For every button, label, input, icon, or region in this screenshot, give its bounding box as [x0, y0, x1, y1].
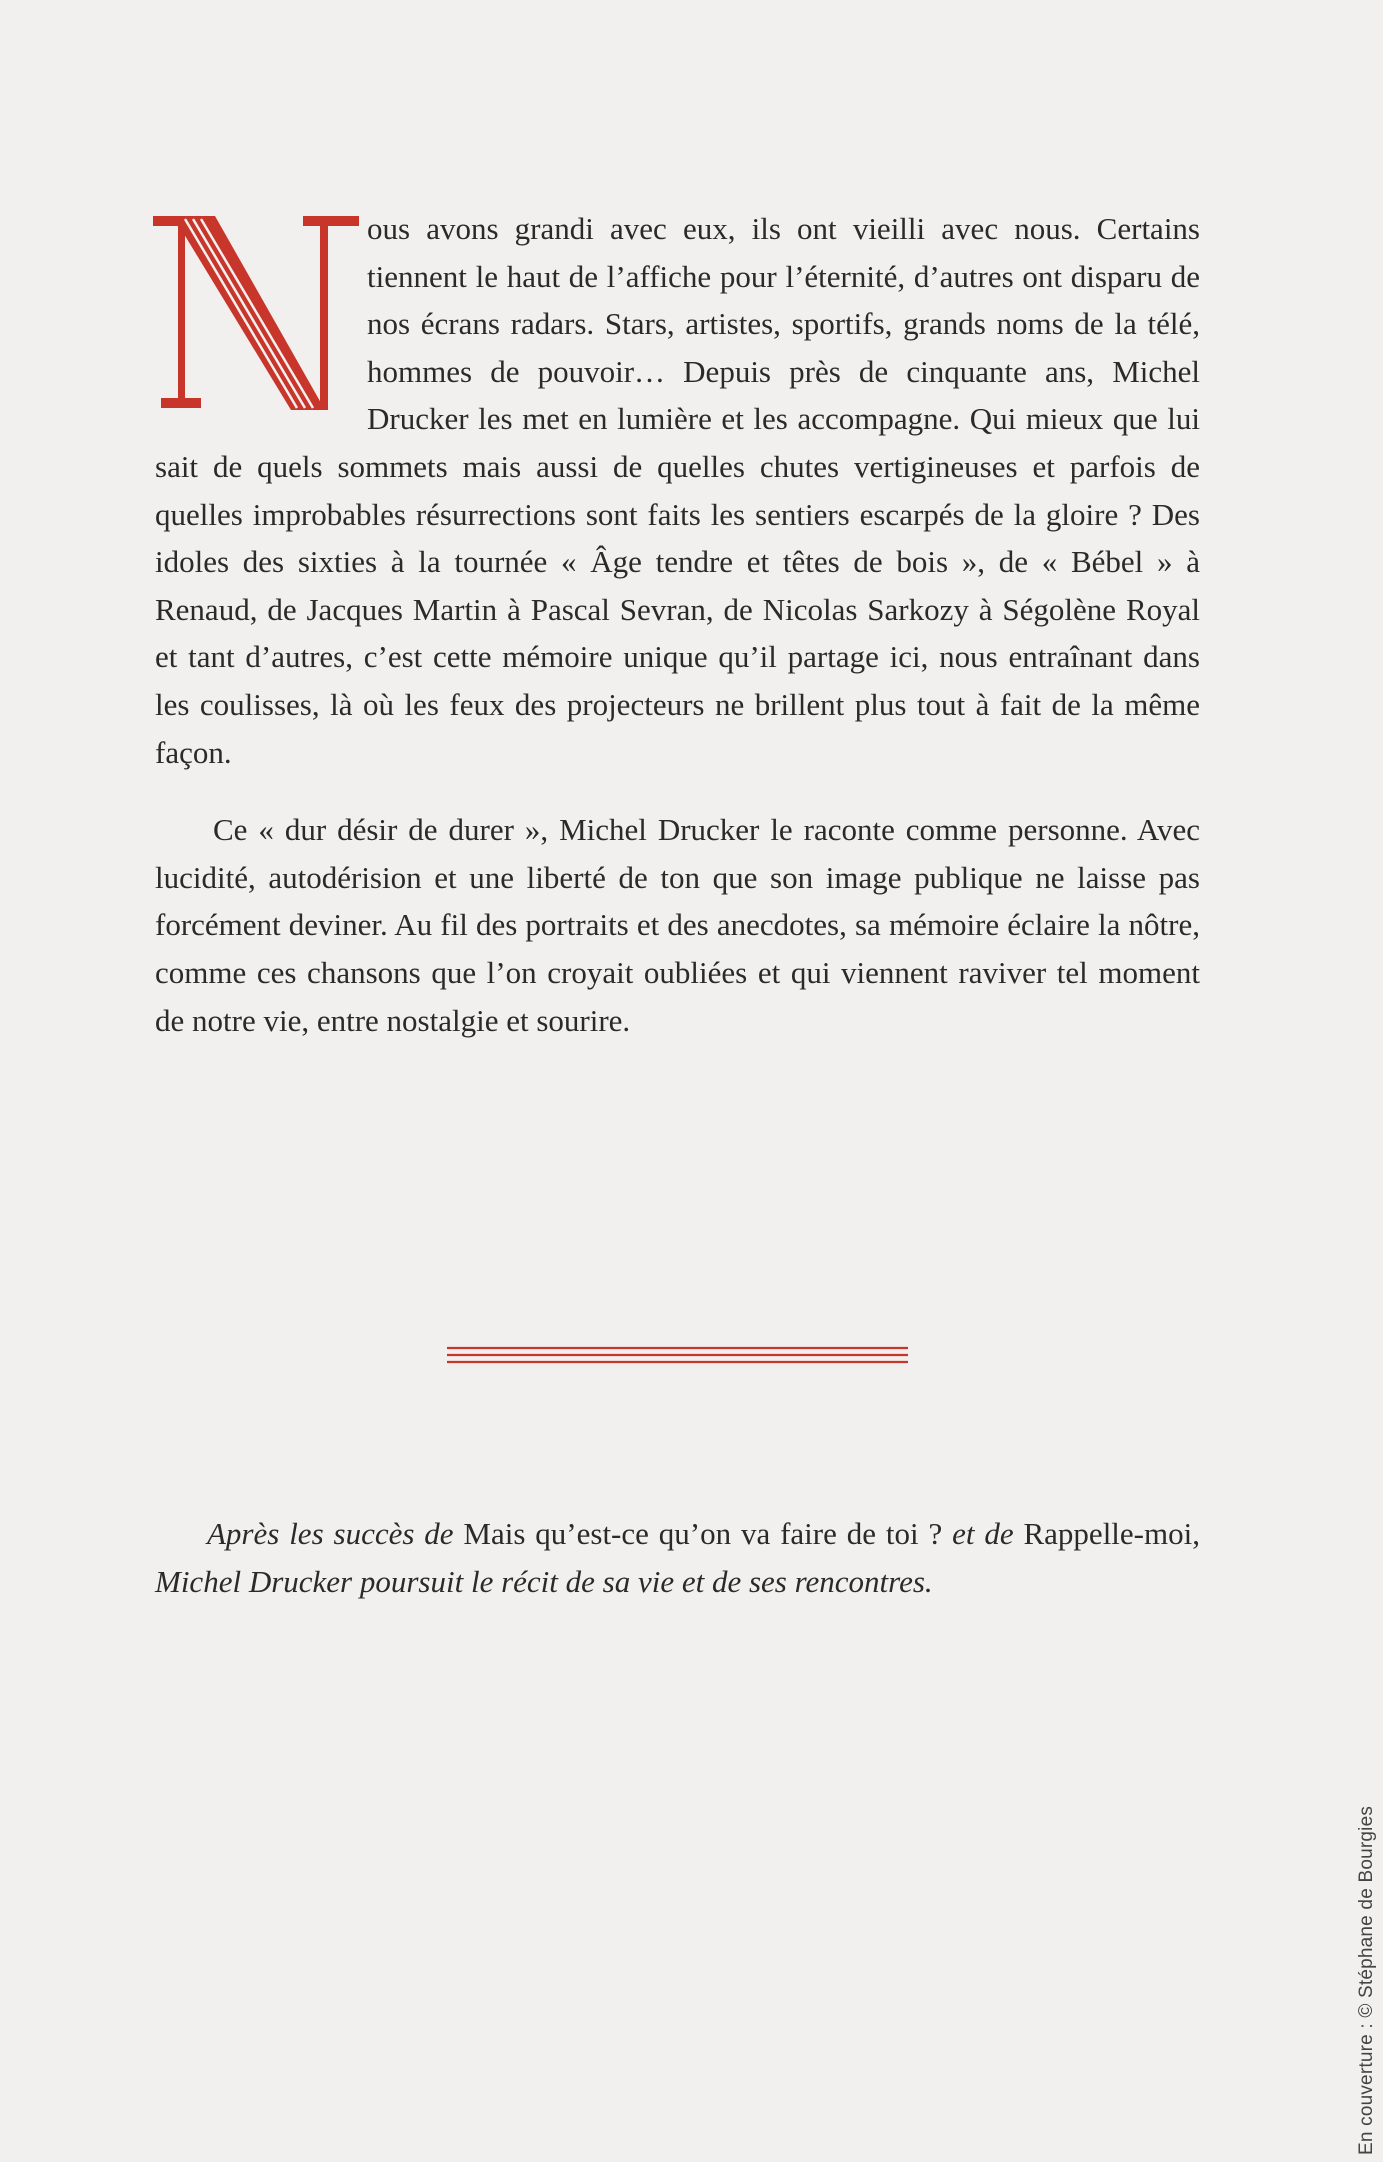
- ornamental-divider: [447, 1344, 908, 1366]
- note-part3: Michel Drucker poursuit le récit de sa vie et de ses rencontres.: [155, 1563, 933, 1599]
- cover-photo-credit: En couverture : © Stéphane de Bourgies: [1356, 1805, 1377, 2155]
- note-part1: Après les succès de: [207, 1516, 464, 1551]
- blurb-text: [155, 205, 1200, 1044]
- second-paragraph: Ce « dur désir de durer », Michel Drucker le raconte comme personne. Avec lucidité, autodérision et une liberté de ton que son image publique ne laisse pas forcément deviner. Au fil des portraits et des anecdotes, sa mémoire éclaire la nôtre, comme ces chansons que l’on croyait oubliées et qui viennent raviver tel moment de notre vie, entre nostalgie et sourire.: [155, 812, 1200, 1038]
- dropcap-letter: [367, 205, 368, 206]
- note-part2: et de: [942, 1516, 1024, 1551]
- book-title-1: Mais qu’est-ce qu’on va faire de toi ?: [463, 1516, 943, 1551]
- dropcap-n: [153, 216, 359, 416]
- intro-text: ous avons grandi avec eux, ils ont vieilli avec nous. Certains tiennent le haut de l’affiche pour l’éternité, d’autres ont disparu de nos écrans radars. Stars, artistes, sportifs, grands noms de la télé, hommes de pouvoir… Depuis près de cinquante ans, Michel Drucker les met en lumière et les accompagne. Qui mieux que lui sait de quels sommets mais aussi de quelles chutes vertigineuses et parfois de quelles improbables résurrections sont faits les sentiers escarpés de la gloire ? Des idoles des sixties à la tournée « Âge tendre et têtes de bois », de « Bébel » à Renaud, de Jacques Martin à Pascal Sevran, de Nicolas Sarkozy à Ségolène Royal et tant d’autres, c’est cette mémoire unique qu’il partage ici, nous entraînant dans les coulisses, là où les feux des projecteurs ne brillent plus tout à fait de la même façon.: [155, 211, 1200, 770]
- book-title-2: Rappelle-moi,: [1023, 1516, 1200, 1551]
- intro-paragraph: [155, 205, 1200, 776]
- previous-books-note: [155, 1510, 1200, 1605]
